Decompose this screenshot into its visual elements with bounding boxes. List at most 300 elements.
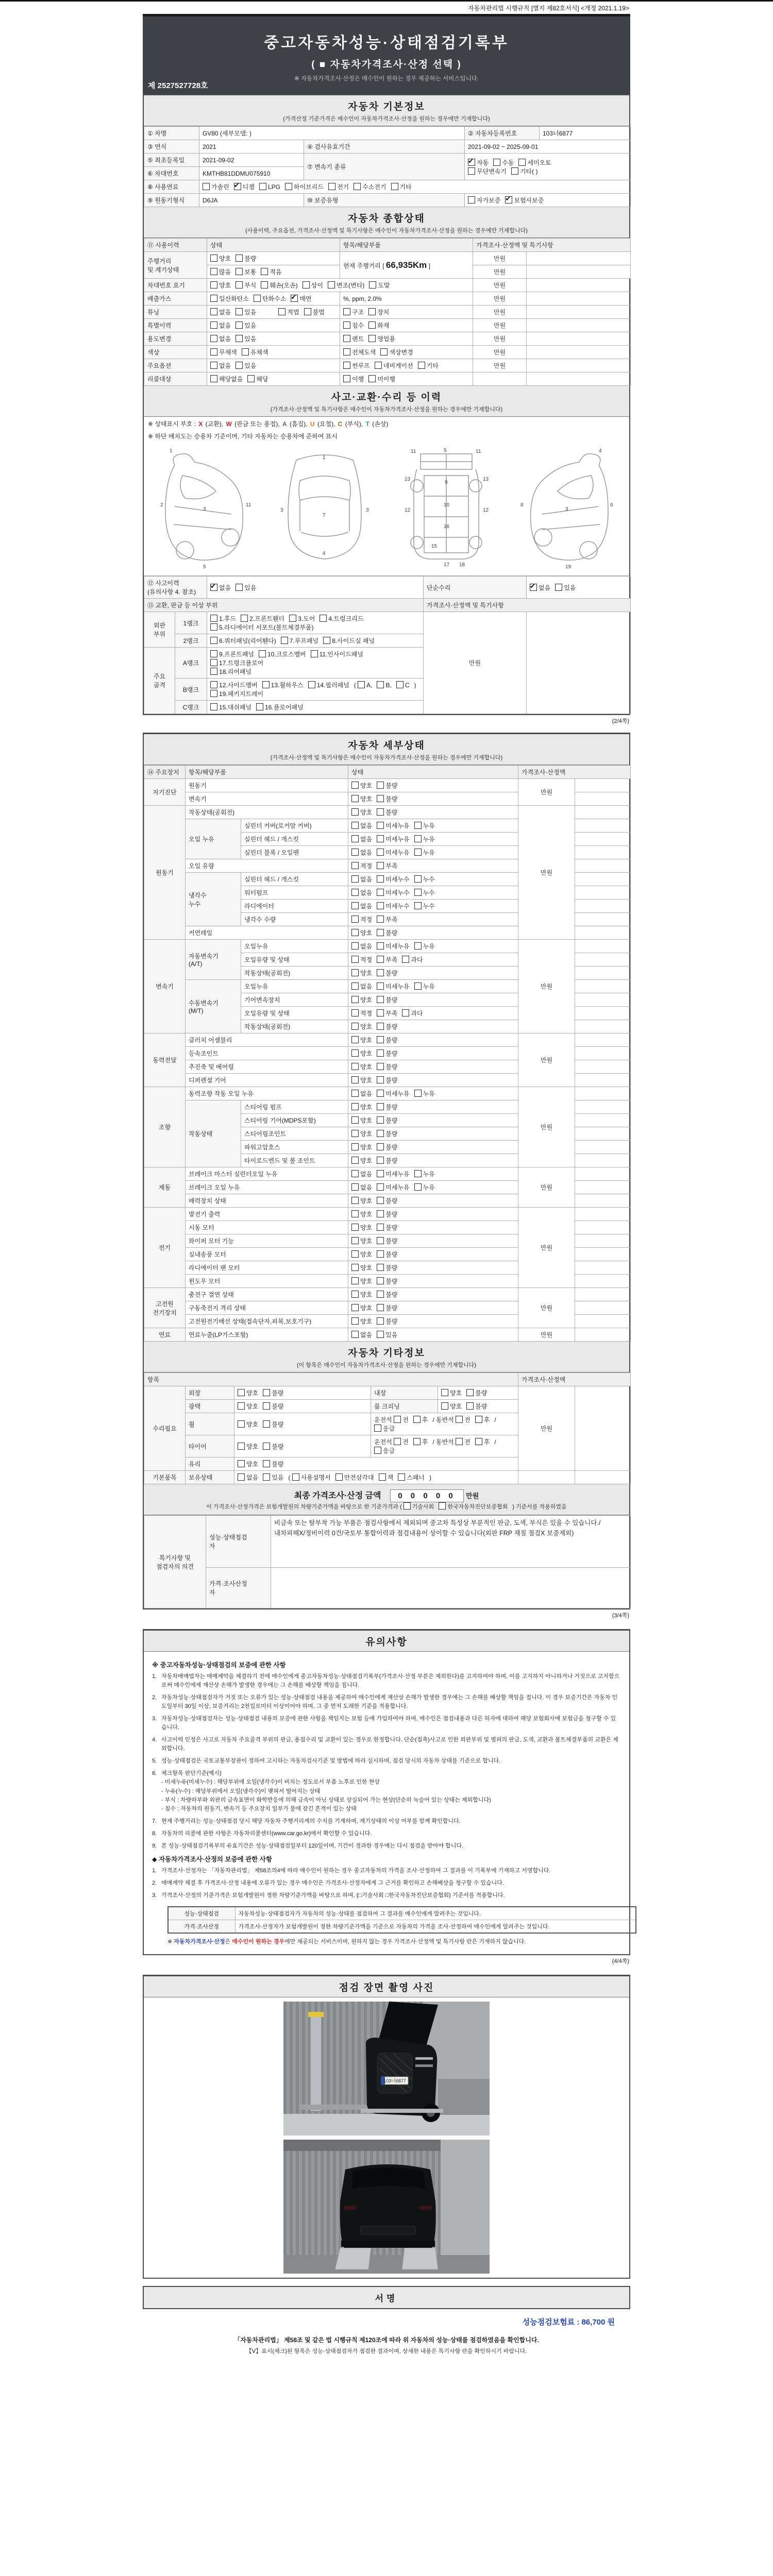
checkbox[interactable] bbox=[351, 1063, 359, 1070]
checkbox[interactable] bbox=[259, 650, 266, 657]
svg-text:11: 11 bbox=[475, 449, 481, 454]
checkbox-option bbox=[351, 1036, 372, 1044]
checkbox[interactable] bbox=[351, 942, 359, 950]
checkbox[interactable] bbox=[351, 1183, 359, 1191]
checkbox[interactable] bbox=[281, 637, 288, 644]
checkbox-option bbox=[351, 902, 372, 910]
checkbox[interactable] bbox=[351, 1237, 359, 1244]
checkbox[interactable] bbox=[368, 375, 376, 382]
sub-group-label: 수동변속기 (M/T) bbox=[186, 980, 241, 1033]
checkbox[interactable] bbox=[234, 183, 241, 190]
checkbox[interactable] bbox=[278, 308, 285, 315]
checkbox[interactable] bbox=[377, 849, 384, 856]
checkbox[interactable] bbox=[238, 1402, 245, 1410]
checkbox[interactable] bbox=[210, 348, 217, 355]
checkbox[interactable] bbox=[210, 321, 217, 329]
checkbox[interactable] bbox=[441, 1402, 448, 1410]
checkbox[interactable] bbox=[468, 159, 475, 166]
checkbox-option bbox=[210, 254, 231, 263]
checkbox[interactable] bbox=[210, 362, 217, 369]
item-label: 디퍼렌셜 기어 bbox=[186, 1074, 348, 1087]
checkbox[interactable] bbox=[377, 1009, 384, 1016]
checkbox-label: 불량 bbox=[385, 929, 398, 937]
checkbox-option bbox=[210, 623, 314, 632]
checkbox-label: 불량 bbox=[385, 1050, 398, 1057]
checkbox[interactable] bbox=[351, 1143, 359, 1150]
checkbox[interactable] bbox=[414, 942, 422, 950]
checkbox[interactable] bbox=[351, 1317, 359, 1325]
checkbox[interactable] bbox=[328, 183, 335, 190]
note-cell bbox=[575, 926, 631, 940]
checkbox[interactable] bbox=[351, 1224, 359, 1231]
checkbox[interactable] bbox=[351, 1304, 359, 1311]
car-diagram-front-left-icon bbox=[154, 445, 257, 570]
checkbox[interactable] bbox=[320, 615, 327, 622]
checkbox[interactable] bbox=[254, 295, 261, 302]
state-options bbox=[348, 1288, 518, 1301]
checkbox[interactable] bbox=[377, 1103, 384, 1110]
checkbox[interactable] bbox=[377, 929, 384, 936]
checkbox[interactable] bbox=[377, 1076, 384, 1083]
checkbox[interactable] bbox=[210, 281, 217, 289]
checkbox[interactable] bbox=[368, 308, 376, 315]
rankB-options bbox=[207, 679, 424, 701]
checkbox[interactable] bbox=[377, 795, 384, 802]
checkbox-option bbox=[308, 681, 349, 689]
checkbox[interactable] bbox=[351, 956, 359, 963]
checkbox[interactable] bbox=[414, 1170, 422, 1177]
checkbox[interactable] bbox=[377, 902, 384, 909]
checkbox[interactable] bbox=[236, 584, 243, 591]
checkbox[interactable] bbox=[377, 1277, 384, 1284]
checkbox-label: B, bbox=[385, 682, 392, 689]
checkbox[interactable] bbox=[377, 1036, 384, 1043]
summary-row-item bbox=[340, 306, 473, 319]
checkbox[interactable] bbox=[377, 1063, 384, 1070]
checkbox[interactable] bbox=[210, 637, 217, 644]
checkbox[interactable] bbox=[343, 321, 350, 329]
checkbox-option bbox=[511, 167, 538, 176]
checkbox[interactable] bbox=[418, 362, 425, 369]
checkbox[interactable] bbox=[261, 268, 268, 275]
checkbox[interactable] bbox=[289, 615, 296, 622]
checkbox[interactable] bbox=[236, 281, 243, 289]
checkbox[interactable] bbox=[308, 681, 315, 688]
checkbox[interactable] bbox=[441, 1389, 448, 1396]
checkbox[interactable] bbox=[518, 159, 526, 166]
note-cell bbox=[575, 859, 631, 873]
checkbox[interactable] bbox=[210, 703, 217, 710]
checkbox[interactable] bbox=[358, 681, 365, 688]
checkbox-label: 해당 bbox=[256, 376, 268, 383]
checkbox[interactable] bbox=[247, 375, 255, 382]
checkbox[interactable] bbox=[505, 196, 512, 204]
checkbox[interactable] bbox=[263, 1389, 270, 1396]
checkbox[interactable] bbox=[256, 703, 263, 710]
checkbox[interactable] bbox=[377, 1264, 384, 1271]
checkbox[interactable] bbox=[377, 835, 384, 842]
checkbox[interactable] bbox=[377, 1157, 384, 1164]
checkbox[interactable] bbox=[210, 308, 217, 315]
checkbox-option bbox=[304, 308, 325, 316]
checkbox[interactable] bbox=[236, 268, 243, 275]
checkbox[interactable] bbox=[377, 1317, 384, 1325]
checkbox[interactable] bbox=[402, 956, 409, 963]
checkbox[interactable] bbox=[377, 942, 384, 950]
checkbox[interactable] bbox=[377, 956, 384, 963]
highlight-blue: 자동차가격조사·산정 bbox=[174, 1938, 225, 1945]
checkbox-option bbox=[238, 1402, 258, 1411]
checkbox[interactable] bbox=[335, 1473, 343, 1481]
checkbox[interactable] bbox=[351, 1130, 359, 1137]
checkbox[interactable] bbox=[377, 1291, 384, 1298]
checkbox[interactable] bbox=[414, 1090, 422, 1097]
checkbox[interactable] bbox=[210, 690, 217, 697]
checkbox[interactable] bbox=[377, 808, 384, 816]
checkbox[interactable] bbox=[351, 1250, 359, 1258]
checkbox[interactable] bbox=[242, 348, 249, 355]
checkbox[interactable] bbox=[210, 659, 217, 666]
checkbox-label: 침수 bbox=[352, 322, 364, 329]
checkbox[interactable] bbox=[413, 1416, 421, 1423]
checkbox[interactable] bbox=[394, 1438, 401, 1445]
checkbox[interactable] bbox=[351, 875, 359, 883]
checkbox[interactable] bbox=[414, 1183, 422, 1191]
checkbox[interactable] bbox=[402, 1009, 409, 1016]
checkbox[interactable] bbox=[555, 584, 562, 591]
item-label: 브레이크 오일 누유 bbox=[186, 1181, 348, 1194]
checkbox-option bbox=[375, 361, 413, 370]
device-label: 원동기 bbox=[144, 806, 186, 940]
document-number: 제 2527527728호 bbox=[148, 81, 208, 90]
checkbox[interactable] bbox=[377, 1224, 384, 1231]
checkbox[interactable] bbox=[263, 1402, 270, 1410]
checkbox[interactable] bbox=[414, 889, 422, 896]
checkbox[interactable] bbox=[351, 862, 359, 869]
checkbox[interactable] bbox=[263, 1443, 270, 1450]
checkbox[interactable] bbox=[456, 1438, 463, 1445]
checkbox[interactable] bbox=[379, 1473, 386, 1481]
checkbox[interactable] bbox=[377, 1023, 384, 1030]
checkbox[interactable] bbox=[238, 1420, 245, 1428]
checkbox[interactable] bbox=[377, 889, 384, 896]
checkbox[interactable] bbox=[351, 982, 359, 990]
checkbox[interactable] bbox=[210, 650, 217, 657]
checkbox[interactable] bbox=[368, 321, 376, 329]
checkbox[interactable] bbox=[210, 615, 217, 622]
checkbox[interactable] bbox=[328, 281, 335, 289]
car-name-value: GV80 (세부모델: ) bbox=[199, 127, 465, 140]
checkbox[interactable] bbox=[351, 1277, 359, 1284]
checkbox-label: 5.라디에이터 서포트(볼트체결부품) bbox=[219, 624, 314, 631]
checkbox[interactable] bbox=[351, 1009, 359, 1016]
checkbox[interactable] bbox=[468, 167, 475, 175]
item-label: 작동상태(공회전) bbox=[241, 967, 348, 980]
checkbox[interactable] bbox=[377, 1130, 384, 1137]
checkbox[interactable] bbox=[203, 183, 210, 190]
checkbox-option bbox=[262, 681, 304, 689]
item-label: 스티어링 펌프 bbox=[241, 1100, 348, 1114]
checkbox[interactable] bbox=[493, 159, 500, 166]
checkbox[interactable] bbox=[262, 681, 270, 688]
summary-row-label: 배출가스 bbox=[144, 292, 207, 306]
note-cell bbox=[575, 1047, 631, 1060]
checkbox[interactable] bbox=[377, 982, 384, 990]
item-label: 윈도우 모터 bbox=[186, 1275, 348, 1288]
checkbox[interactable] bbox=[351, 782, 359, 789]
checkbox[interactable] bbox=[291, 295, 298, 302]
checkbox[interactable] bbox=[439, 1502, 446, 1510]
checkbox[interactable] bbox=[351, 916, 359, 923]
checkbox[interactable] bbox=[285, 183, 292, 190]
checkbox[interactable] bbox=[377, 1197, 384, 1204]
checkbox[interactable] bbox=[351, 795, 359, 802]
final-price-unit: 만원 bbox=[466, 1492, 479, 1500]
checkbox[interactable] bbox=[377, 875, 384, 883]
checkbox[interactable] bbox=[210, 255, 217, 262]
checkbox-option bbox=[263, 1420, 283, 1429]
checkbox[interactable] bbox=[511, 167, 518, 175]
checkbox[interactable] bbox=[261, 281, 268, 289]
checkbox[interactable] bbox=[377, 1143, 384, 1150]
checkbox[interactable] bbox=[236, 362, 243, 369]
checkbox[interactable] bbox=[377, 1170, 384, 1177]
checkbox-option bbox=[263, 1460, 283, 1468]
checkbox[interactable] bbox=[374, 1425, 381, 1432]
checkbox[interactable] bbox=[530, 584, 537, 591]
checkbox-option bbox=[377, 781, 397, 790]
svg-text:3: 3 bbox=[565, 506, 568, 512]
checkbox-label: 있음 bbox=[244, 309, 257, 316]
checkbox[interactable] bbox=[238, 1460, 245, 1467]
checkbox[interactable] bbox=[303, 281, 310, 289]
holding-state-options bbox=[234, 1471, 518, 1484]
checkbox[interactable] bbox=[377, 916, 384, 923]
checkbox-option bbox=[210, 667, 251, 676]
checkbox[interactable] bbox=[377, 1210, 384, 1217]
checkbox[interactable] bbox=[466, 1389, 474, 1396]
option-text: ) bbox=[429, 1474, 432, 1481]
checkbox[interactable] bbox=[377, 1237, 384, 1244]
checkbox-label: 과다 bbox=[411, 956, 423, 963]
checkbox[interactable] bbox=[238, 1443, 245, 1450]
checkbox[interactable] bbox=[351, 996, 359, 1003]
checkbox[interactable] bbox=[241, 615, 248, 622]
checkbox[interactable] bbox=[238, 1389, 245, 1396]
checkbox[interactable] bbox=[413, 1438, 421, 1445]
checkbox[interactable] bbox=[351, 822, 359, 829]
state-options bbox=[348, 1127, 518, 1141]
checkbox[interactable] bbox=[396, 681, 404, 688]
checkbox[interactable] bbox=[351, 1331, 359, 1338]
checkbox[interactable] bbox=[351, 835, 359, 842]
checkbox[interactable] bbox=[210, 335, 217, 342]
checkbox[interactable] bbox=[210, 584, 217, 591]
checkbox[interactable] bbox=[236, 255, 243, 262]
accident-title: 사고·교환·수리 등 이력 bbox=[331, 392, 442, 403]
checkbox[interactable] bbox=[210, 668, 217, 675]
state-options bbox=[348, 1114, 518, 1127]
svg-text:17: 17 bbox=[443, 562, 449, 568]
checkbox[interactable] bbox=[456, 1416, 463, 1423]
checkbox-label: 불량 bbox=[385, 1104, 398, 1111]
state-options bbox=[348, 1047, 518, 1060]
checkbox[interactable] bbox=[351, 1291, 359, 1298]
checkbox-option bbox=[351, 982, 372, 991]
sub-group-label: 냉각수 누수 bbox=[186, 873, 241, 926]
checkbox-option bbox=[377, 1303, 397, 1312]
checkbox-option bbox=[396, 681, 410, 689]
price-cell: 만원 bbox=[518, 1288, 575, 1328]
notice-section2-title: ◆ 자동차가격조사·산정의 보증에 관한 사항 bbox=[152, 1855, 272, 1863]
note-cell bbox=[527, 252, 631, 265]
checkbox[interactable] bbox=[323, 637, 330, 644]
checkbox[interactable] bbox=[351, 849, 359, 856]
checkbox[interactable] bbox=[414, 982, 422, 990]
checkbox[interactable] bbox=[468, 196, 475, 204]
checkbox[interactable] bbox=[466, 1402, 474, 1410]
checkbox[interactable] bbox=[351, 902, 359, 909]
checkbox[interactable] bbox=[398, 1473, 405, 1481]
note-cell bbox=[575, 873, 631, 886]
checkbox-label: 불량 bbox=[385, 1077, 398, 1084]
checkbox[interactable] bbox=[391, 183, 398, 190]
checkbox[interactable] bbox=[343, 335, 350, 342]
checkbox[interactable] bbox=[210, 623, 217, 631]
checkbox[interactable] bbox=[351, 1157, 359, 1164]
checkbox[interactable] bbox=[351, 889, 359, 896]
checkbox[interactable] bbox=[343, 348, 350, 355]
option-text: / bbox=[494, 1416, 496, 1423]
checkbox[interactable] bbox=[414, 902, 422, 909]
checkbox[interactable] bbox=[377, 1049, 384, 1057]
checkbox[interactable] bbox=[475, 1416, 482, 1423]
checkbox-option bbox=[351, 928, 372, 937]
svg-text:1: 1 bbox=[169, 448, 173, 454]
notice-item-number: 4. bbox=[152, 1737, 157, 1743]
appraiser-opinion-text bbox=[271, 1568, 631, 1608]
checkbox[interactable] bbox=[263, 1460, 270, 1467]
checkbox[interactable] bbox=[404, 1502, 411, 1510]
checkbox[interactable] bbox=[377, 681, 384, 688]
summary-row-item bbox=[340, 319, 473, 332]
checkbox[interactable] bbox=[414, 822, 422, 829]
checkbox[interactable] bbox=[351, 1170, 359, 1177]
checkbox[interactable] bbox=[394, 1416, 401, 1423]
checkbox[interactable] bbox=[377, 782, 384, 789]
checkbox-label: 없음 bbox=[360, 1331, 373, 1338]
summary-row-item bbox=[340, 346, 473, 359]
checkbox[interactable] bbox=[351, 1049, 359, 1057]
checkbox-option bbox=[351, 861, 372, 870]
checkbox[interactable] bbox=[475, 1438, 482, 1445]
checkbox-label: 불량 bbox=[385, 1211, 398, 1218]
checkbox[interactable] bbox=[351, 1076, 359, 1083]
checkbox[interactable] bbox=[369, 281, 376, 289]
checkbox[interactable] bbox=[354, 183, 361, 190]
checkbox[interactable] bbox=[351, 929, 359, 936]
checkbox[interactable] bbox=[259, 183, 266, 190]
checkbox[interactable] bbox=[351, 1090, 359, 1097]
checkbox[interactable] bbox=[343, 375, 350, 382]
checkbox-option bbox=[377, 1223, 397, 1232]
checkbox[interactable] bbox=[210, 375, 217, 382]
checkbox[interactable] bbox=[351, 808, 359, 816]
checkbox[interactable] bbox=[343, 362, 350, 369]
checkbox[interactable] bbox=[311, 650, 318, 657]
checkbox[interactable] bbox=[377, 822, 384, 829]
checkbox-label: 미세누수 bbox=[385, 903, 410, 910]
checkbox[interactable] bbox=[210, 295, 217, 302]
checkbox[interactable] bbox=[380, 348, 388, 355]
checkbox[interactable] bbox=[351, 1116, 359, 1124]
checkbox-label: 있음 bbox=[564, 584, 576, 591]
checkbox[interactable] bbox=[377, 1331, 384, 1338]
checkbox[interactable] bbox=[351, 1023, 359, 1030]
summary-row bbox=[144, 279, 631, 292]
checkbox[interactable] bbox=[377, 996, 384, 1003]
checkbox[interactable] bbox=[351, 1103, 359, 1110]
checkbox[interactable] bbox=[375, 362, 382, 369]
checkbox[interactable] bbox=[351, 1197, 359, 1204]
note-cell bbox=[575, 1248, 631, 1261]
checkbox[interactable] bbox=[351, 1264, 359, 1271]
checkbox[interactable] bbox=[377, 1304, 384, 1311]
checkbox[interactable] bbox=[377, 969, 384, 976]
checkbox[interactable] bbox=[263, 1420, 270, 1428]
checkbox[interactable] bbox=[377, 1090, 384, 1097]
checkbox-label: 응급 bbox=[383, 1425, 395, 1432]
checkbox[interactable] bbox=[304, 308, 311, 315]
price-cell: 만원 bbox=[473, 279, 527, 292]
checkbox[interactable] bbox=[210, 268, 217, 275]
checkbox[interactable] bbox=[377, 1116, 384, 1124]
checkbox-option bbox=[256, 703, 304, 711]
checkbox[interactable] bbox=[238, 1473, 245, 1481]
checkbox[interactable] bbox=[377, 862, 384, 869]
checkbox-label: 없음 bbox=[219, 309, 231, 316]
note-cell bbox=[575, 819, 631, 833]
checkbox-label: 14.필러패널 bbox=[316, 682, 349, 689]
checkbox-label: 이행 bbox=[352, 376, 364, 383]
checkbox[interactable] bbox=[236, 321, 243, 329]
checkbox[interactable] bbox=[236, 308, 243, 315]
checkbox[interactable] bbox=[351, 1210, 359, 1217]
checkbox[interactable] bbox=[263, 1473, 270, 1481]
checkbox[interactable] bbox=[377, 1250, 384, 1258]
note-cell bbox=[575, 792, 631, 806]
checkbox[interactable] bbox=[374, 1447, 381, 1454]
checkbox[interactable] bbox=[292, 1473, 299, 1481]
checkbox[interactable] bbox=[414, 835, 422, 842]
checkbox[interactable] bbox=[377, 1183, 384, 1191]
checkbox[interactable] bbox=[236, 335, 243, 342]
checkbox-option bbox=[343, 334, 364, 343]
checkbox[interactable] bbox=[368, 335, 376, 342]
checkbox[interactable] bbox=[414, 875, 422, 883]
checkbox-label: 불량 bbox=[385, 1291, 398, 1298]
checkbox[interactable] bbox=[210, 681, 217, 688]
price-cell: 만원 bbox=[518, 806, 575, 940]
summary-row-label: 차대번호 표기 bbox=[144, 279, 207, 292]
checkbox[interactable] bbox=[343, 308, 350, 315]
checkbox-option bbox=[518, 158, 551, 167]
checkbox[interactable] bbox=[351, 1036, 359, 1043]
checkbox[interactable] bbox=[351, 969, 359, 976]
highlight-post: 에만 제공되는 서비스이며, 원하지 않는 경우 가격조사·산정액 및 특기사항 란은 기재하지 않습니다. bbox=[284, 1938, 526, 1945]
accident-band bbox=[144, 386, 629, 417]
checkbox[interactable] bbox=[414, 849, 422, 856]
